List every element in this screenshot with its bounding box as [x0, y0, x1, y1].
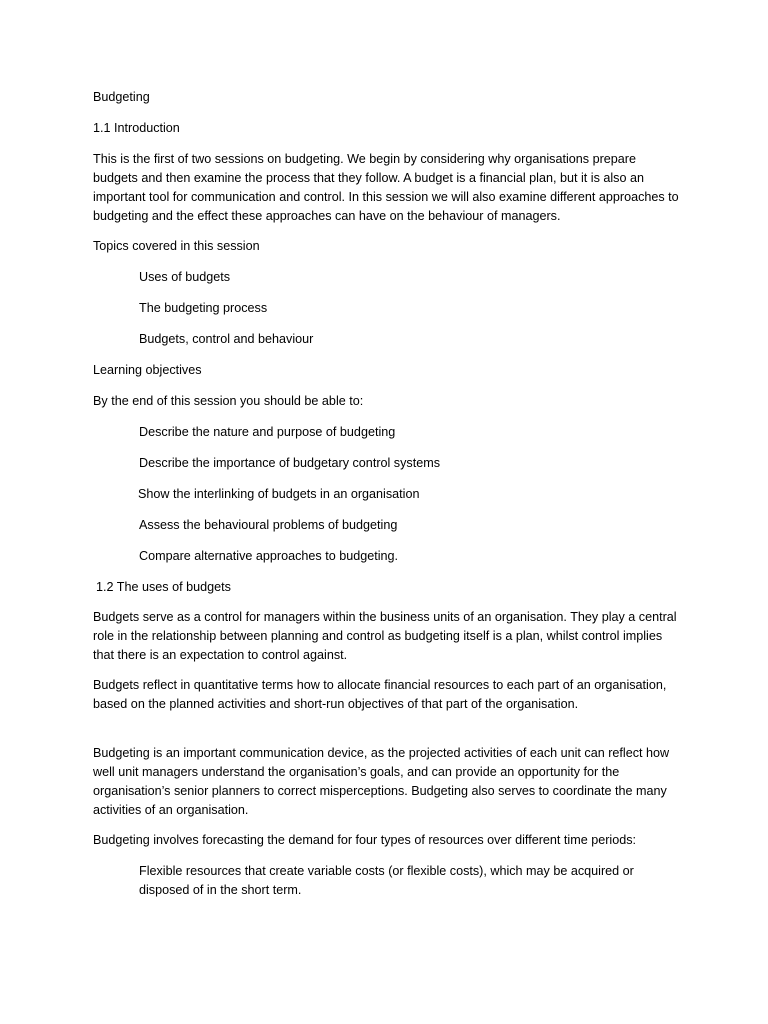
- objective-item: Describe the importance of budgetary control systems: [139, 456, 440, 470]
- learning-objectives-heading: Learning objectives: [93, 363, 202, 377]
- resource-item: Flexible resources that create variable costs (or flexible costs), which may be acquired or disposed of in the short term.: [139, 864, 634, 897]
- section-heading-introduction: 1.1 Introduction: [93, 121, 180, 135]
- learning-objectives-lead: By the end of this session you should be able to:: [93, 394, 364, 408]
- objective-item: Compare alternative approaches to budgeting.: [139, 549, 399, 563]
- objective-item: Show the interlinking of budgets in an organisation: [138, 487, 420, 501]
- uses-paragraph-control: Budgets serve as a control for managers within the business units of an organisation. They play a central role in the relationship between planning and control as budgeting itself is a plan, whilst control implies that there is an expectation to control against.: [93, 610, 677, 662]
- topic-item: Uses of budgets: [139, 270, 231, 284]
- introduction-paragraph: This is the first of two sessions on budgeting. We begin by considering why organisations prepare budgets and then examine the process that they follow. A budget is a financial plan, but it is also an important tool for communication and control. In this session we will also examine different approaches to budgeting and the effect these approaches can have on the behaviour of managers.: [93, 152, 679, 223]
- objective-item: Assess the behavioural problems of budgeting: [139, 518, 398, 532]
- topic-item: The budgeting process: [139, 301, 268, 315]
- section-heading-uses-of-budgets: 1.2 The uses of budgets: [96, 580, 231, 594]
- topic-item: Budgets, control and behaviour: [139, 332, 314, 346]
- topics-heading: Topics covered in this session: [93, 239, 260, 253]
- uses-paragraph-forecasting: Budgeting involves forecasting the demand for four types of resources over different time periods:: [93, 833, 636, 847]
- objective-item: Describe the nature and purpose of budgeting: [139, 425, 396, 439]
- uses-paragraph-quantitative: Budgets reflect in quantitative terms how to allocate financial resources to each part of an organisation, based on the planned activities and short-run objectives of that part of the organisation.: [93, 678, 667, 711]
- uses-paragraph-communication: Budgeting is an important communication device, as the projected activities of each unit can reflect how well unit managers understand the organisation’s goals, and can provide an opportunity for the organisation’s senior planners to correct misperceptions. Budgeting also serves to coordinate the many activities of an organisation.: [93, 746, 670, 817]
- document-title: Budgeting: [93, 90, 150, 104]
